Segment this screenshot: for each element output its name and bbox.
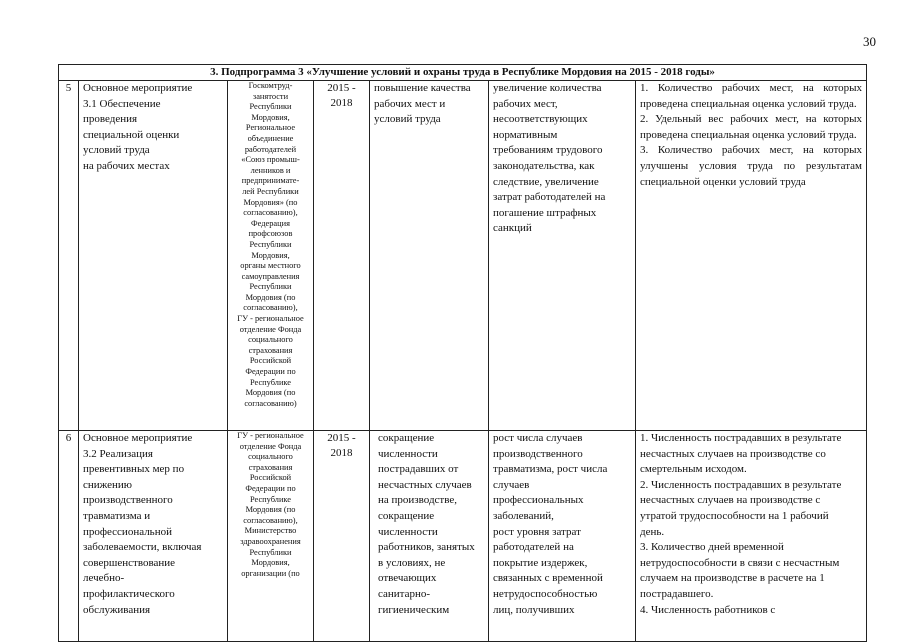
subprogram-table — [58, 64, 867, 642]
table-title-row — [59, 65, 867, 81]
subprogram-title: 3. Подпрограмма 3 «Улучшение условий и охраны труда в Республике Мордовия на 2015 - 2018 годы» — [59, 65, 867, 81]
measure-cell: Основное мероприятие 3.1 Обеспечение проведения специальной оценки условий труда на рабочих местах — [79, 81, 228, 431]
row-number: 5 — [59, 81, 79, 431]
row-number: 6 — [59, 431, 79, 642]
years-cell: 2015 - 2018 — [314, 81, 370, 431]
expected-result-cell: сокращение численности пострадавших от несчастных случаев на производстве, сокращение численности работников, занятых в условиях, не отвечающих санитарно- гигиеническим — [370, 431, 489, 642]
expected-result-cell: повышение качества рабочих мест и условий труда — [370, 81, 489, 431]
consequence-cell: увеличение количества рабочих мест, несоответствующих нормативным требованиям трудового законодательства, как следствие, увеличение затрат работодателей на погашение штрафных санкций — [489, 81, 636, 431]
table-row — [59, 431, 867, 642]
indicators-cell: 1. Количество рабочих мест, на которых проведена специальная оценка условий труда. 2. Удельный вес рабочих мест, на которых проведена специальная оценка условий труда. 3. Количество рабочих мест, на которых улучшены условия труда по результатам специальной оценки условий труда — [636, 81, 867, 431]
years-cell: 2015 - 2018 — [314, 431, 370, 642]
executors-cell: Госкомтруд- занятости Республики Мордовия, Региональное объединение работодателей «Союз промыш- ленников и предпринимате- лей Республики Мордовия» (по согласованию), Федерация профсоюзов Республики Мордовия, органы местного самоуправления Республики Мордовия (по согласованию), ГУ - региональное отделение Фонда социального страхования Российской Федерации по Республике Мордовия (по согласованию) — [228, 81, 314, 431]
table-row — [59, 81, 867, 431]
page-number: 30 — [863, 34, 876, 49]
executors-cell: ГУ - региональное отделение Фонда социального страхования Российской Федерации по Республике Мордовия (по согласованию), Министерство здравоохранения Республики Мордовия, организации (по — [228, 431, 314, 642]
consequence-cell: рост числа случаев производственного травматизма, рост числа случаев профессиональных заболеваний, рост уровня затрат работодателей на покрытие издержек, связанных с временной нетрудоспособностью лиц, получивших — [489, 431, 636, 642]
indicators-cell: 1. Численность пострадавших в результате несчастных случаев на производстве со смертельным исходом. 2. Численность пострадавших в результате несчастных случаев на производстве с утратой трудоспособности на 1 рабочий день. 3. Количество дней временной нетрудоспособности в связи с несчастным случаем на производстве в расчете на 1 пострадавшего. 4. Численность работников с — [636, 431, 867, 642]
measure-cell: Основное мероприятие 3.2 Реализация превентивных мер по снижению производственного травматизма и профессиональной заболеваемости, включая совершенствование лечебно- профилактического обслуживания — [79, 431, 228, 642]
